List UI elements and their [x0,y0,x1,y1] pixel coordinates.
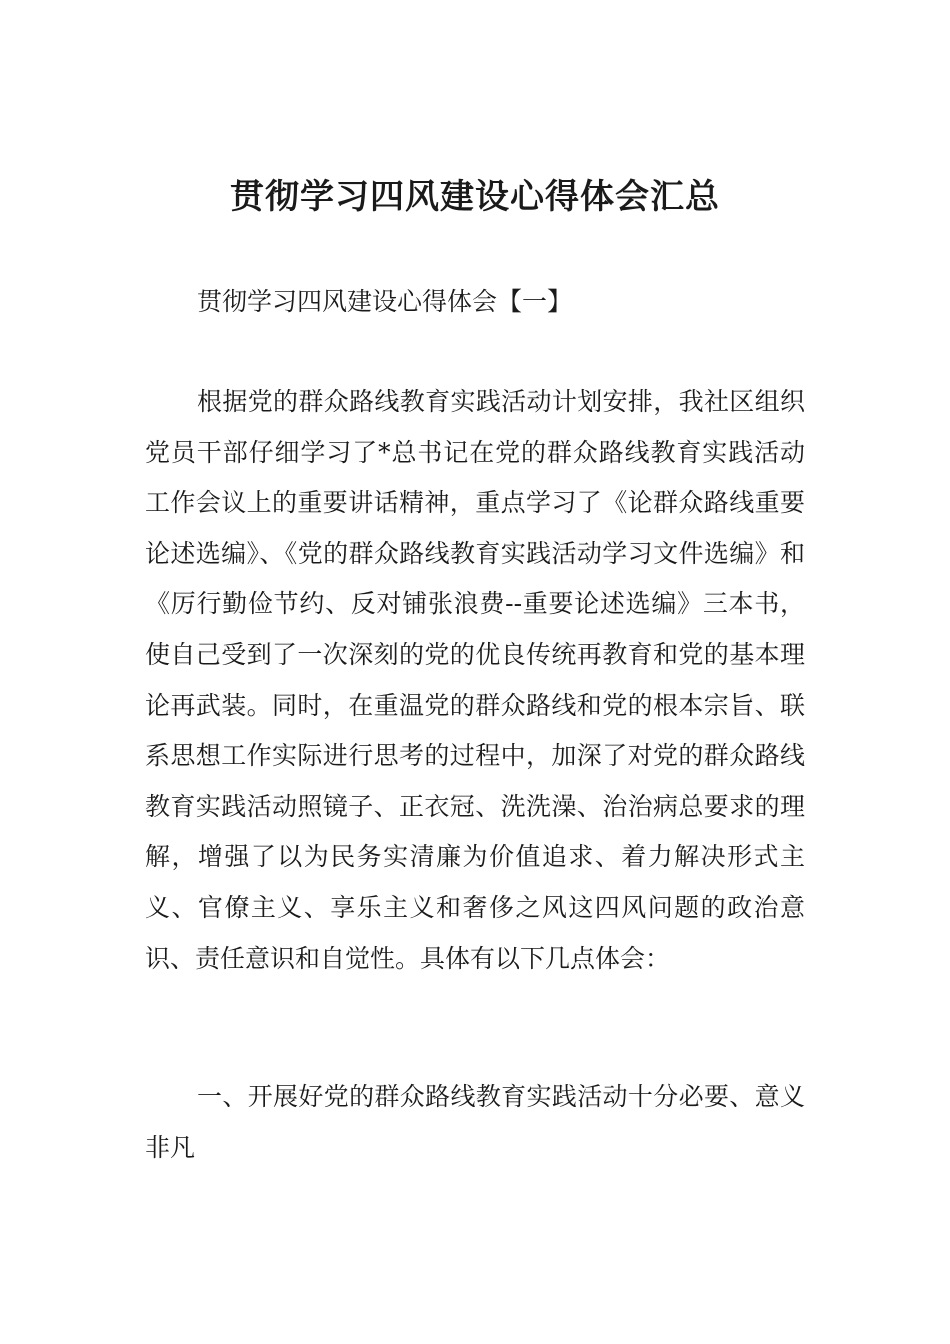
section-heading: 贯彻学习四风建设心得体会【一】 [197,287,573,316]
body-paragraph-intro: 根据党的群众路线教育实践活动计划安排，我社区组织党员干部仔细学习了*总书记在党的群众路线教育实践活动工作会议上的重要讲话精神，重点学习了《论群众路线重要论述选编》、《党的群众路线教育实践活动学习文件选编》和《厉行勤俭节约、反对铺张浪费--重要论述选编》三本书，使自己受到了一次深刻的党的优良传统再教育和党的基本理论再武装。同时，在重温党的群众路线和党的根本宗旨、联系思想工作实际进行思考的过程中，加深了对党的群众路线教育实践活动照镜子、正衣冠、洗洗澡、治治病总要求的理解，增强了以为民务实清廉为价值追求、着力解决形式主义、官僚主义、享乐主义和奢侈之风这四风问题的政治意识、责任意识和自觉性。具体有以下几点体会： [145,387,805,973]
document-title: 贯彻学习四风建设心得体会汇总 [230,177,720,217]
body-paragraph-point-one: 一、开展好党的群众路线教育实践活动十分必要、意义非凡 [145,1082,805,1162]
